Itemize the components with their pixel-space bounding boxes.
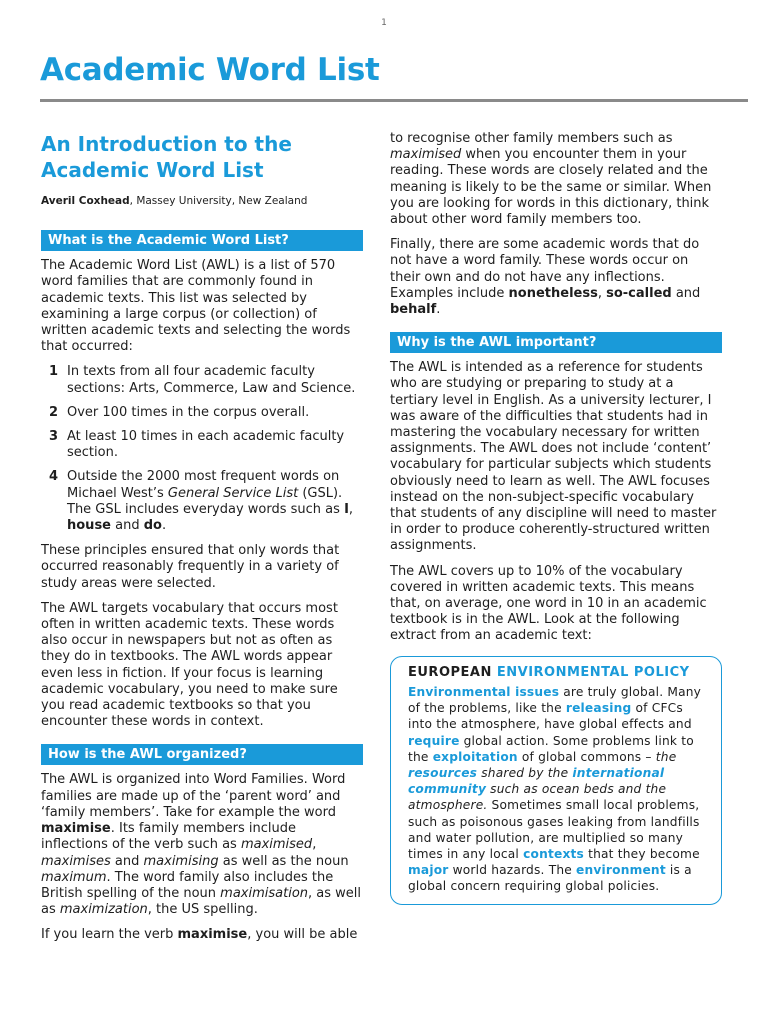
why-paragraph: The AWL is intended as a reference for students who are studying or preparing to study at a tertiary level in English. As a university lecturer, I was aware of the difficulties that students had in mastering the vocabulary necessary for written assignments. The AWL does not include ‘content’ vocabulary for particular subjects which students obviously need to learn as well. The AWL focuses instead on the non-subject-specific vocabulary that students of any discipline will need to master in order to produce coherently-structured written assignments. [390, 360, 717, 554]
page-number: 1 [381, 18, 387, 28]
criteria-item: 1 In texts from all four academic faculty sections: Arts, Commerce, Law and Science. [49, 364, 356, 396]
recognise-paragraph: to recognise other family members such as maximised when you encounter them in your reading. These words are closely related and the meaning is likely to be the same or similar. When you are looking for words in this dictionary, think about other word family members too. [390, 131, 712, 228]
page-title: Academic Word List [40, 52, 380, 88]
targets-paragraph: The AWL targets vocabulary that occurs most often in written academic texts. These words also occur in newspapers but not as often as they do in textbooks. The AWL words appear even less in fiction. If your focus is learning academic vocabulary, you need to make sure you read academic textbooks so that you encounter these words in context. [41, 600, 338, 730]
right-column [390, 131, 722, 905]
left-column [41, 131, 363, 953]
title-divider [40, 99, 748, 102]
section-heading-how: How is the AWL organized? [41, 744, 363, 765]
author-name: Averil Coxhead [41, 195, 130, 207]
criteria-item: 2 Over 100 times in the corpus overall. [49, 404, 310, 420]
criteria-number: 3 [49, 429, 59, 445]
learn-paragraph: If you learn the verb maximise, you will be able [41, 927, 358, 943]
extract-title: EUROPEAN ENVIRONMENTAL POLICY [408, 664, 690, 680]
criteria-item: 4 Outside the 2000 most frequent words on Michael West’s General Service List (GSL). The GSL includes everyday words such as I, house and do. [49, 469, 354, 534]
intro-heading: An Introduction to the Academic Word List [41, 132, 292, 182]
criteria-number: 1 [49, 364, 59, 380]
covers-paragraph: The AWL covers up to 10% of the vocabulary covered in written academic texts. This means that, on average, one word in 10 in an academic textbook is in the AWL. Look at the following extract from an academic text: [390, 563, 707, 644]
criteria-number: 2 [49, 404, 59, 420]
section-heading-why: Why is the AWL important? [390, 332, 722, 353]
criteria-list [41, 364, 363, 534]
section-heading-what: What is the Academic Word List? [41, 230, 363, 251]
principles-paragraph: These principles ensured that only words that occurred reasonably frequently in a variety of study areas were selected. [41, 543, 340, 591]
extract-box [390, 656, 722, 905]
author-line [41, 193, 363, 209]
what-paragraph: The Academic Word List (AWL) is a list of 570 word families that are commonly found in academic texts. This list was selected by examining a large corpus (or collection) of written academic texts and selecting the words that occurred: [41, 258, 351, 355]
criteria-number: 4 [49, 469, 59, 485]
extract-text: Environmental issues are truly global. Many of the problems, like the releasing of CFCs into the atmosphere, have global effects and require global action. Some problems link to the exploitation of global commons – the resources shared by the international community such as ocean beds and the atmosphere. Sometimes small local problems, such as poisonous gases leaking from landfills and water pollution, are multiplied so many times in any local contexts that they become major world hazards. The environment is a global concern requiring global policies. [408, 684, 702, 894]
organized-paragraph: The AWL is organized into Word Families. Word families are made up of the ‘parent word’ and ‘family members’. Take for example the word maximise. Its family members include inflections of the verb such as maximised, maximises and maximising as well as the noun maximum. The word family also includes the British spelling of the noun maximisation, as well as maximization, the US spelling. [41, 772, 362, 918]
criteria-item: 3 At least 10 times in each academic faculty section. [49, 429, 345, 461]
author-affiliation: , Massey University, New Zealand [129, 195, 308, 207]
finally-paragraph: Finally, there are some academic words that do not have a word family. These words occur on their own and do not have any inflections. Examples include nonetheless, so-called and behalf. [390, 237, 701, 318]
